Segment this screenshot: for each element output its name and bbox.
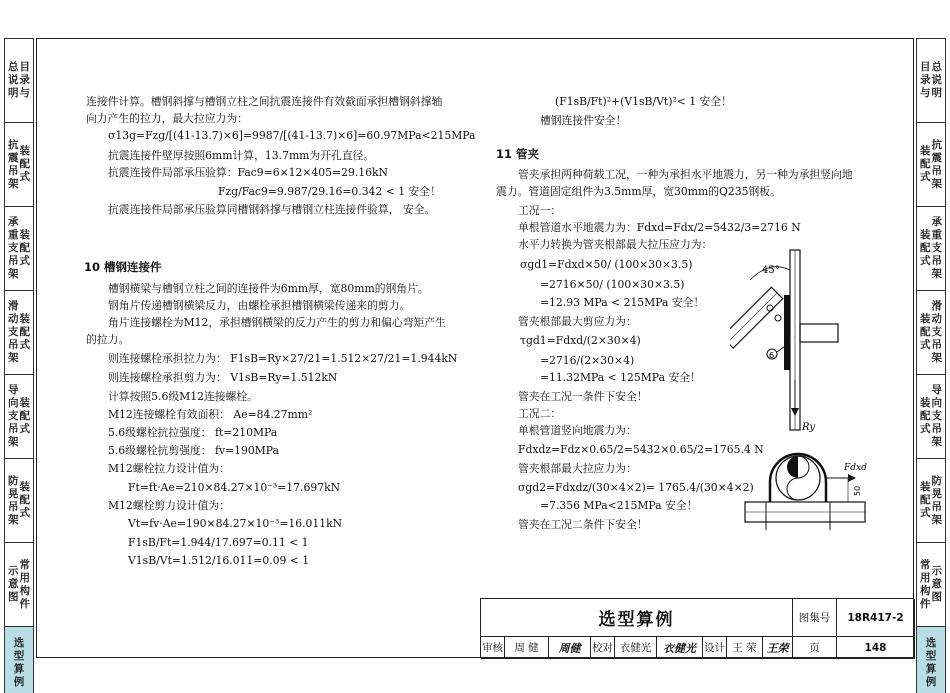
right-column-line: =7.356 MPa<215MPa 安全！ — [540, 499, 698, 512]
clamp-bracket-figure — [730, 240, 840, 440]
left-column-line: M12螺栓拉力设计值为： — [108, 462, 230, 475]
right-category-tabs — [916, 38, 946, 693]
left-tab-label: 总 说 明 — [8, 61, 19, 99]
left-category-tabs — [4, 38, 34, 693]
right-tab-4[interactable] — [917, 375, 945, 459]
checker-name: 衣健光 — [615, 637, 657, 659]
right-tab-label: 装 配 式 — [920, 481, 931, 519]
right-tab-label: 总 说 明 — [931, 61, 942, 99]
designer-name: 王 荣 — [727, 637, 763, 659]
right-tab-label: 承 重 支 吊 架 — [931, 216, 942, 280]
left-column-line: 槽钢横梁与槽钢立柱之间的连接件为6mm厚，宽80mm的钢角片。 — [108, 282, 429, 295]
force-label-ry: Ry — [802, 422, 816, 433]
left-tab-6[interactable] — [5, 543, 33, 627]
right-column-line: =2716/(2×30×4) — [540, 354, 635, 367]
force-label-fdxd: Fdxd — [844, 463, 867, 473]
right-column-line: 管夹在工况二条件下安全！ — [518, 518, 648, 531]
right-tab-label: 选 型 算 例 — [925, 637, 937, 688]
left-tab-label: 选 型 算 例 — [13, 637, 25, 688]
right-column-line: 工况二： — [518, 407, 562, 420]
right-tab-label: 装 配 式 — [920, 145, 931, 183]
left-column-line: 的拉力。 — [86, 333, 130, 346]
left-column-line: Fzg/Fac9=9.987/29.16=0.342 < 1 安全！ — [218, 185, 441, 198]
left-tab-label: 常 用 构 件 — [19, 558, 30, 610]
left-column-line: σ13g=Fzg/[(41-13.7)×6]=9987/[(41-13.7)×6]=60.97MPa<215MPa — [108, 129, 476, 142]
left-column-line: 5.6级螺栓抗剪强度： fv=190MPa — [108, 444, 279, 457]
right-tab-7[interactable] — [917, 627, 945, 693]
left-tab-0[interactable] — [5, 39, 33, 123]
left-column-line: 抗震连接件局部承压验算：Fac9=6×12×405=29.16kN — [108, 166, 388, 179]
left-column-line: 抗震连接件局部承压验算同槽钢斜撑与槽钢立柱连接件验算， 安全。 — [108, 203, 436, 216]
left-tab-label: 导 向 支 吊 架 — [8, 384, 19, 448]
review-label: 审核 — [481, 637, 505, 659]
right-column-line: =2716×50/ (100×30×3.5) — [540, 278, 685, 291]
right-column-line: 工况一： — [518, 204, 562, 217]
right-column-line: σgd2=Fdxdz/(30×4×2)= 1765.4/(30×4×2) — [518, 481, 754, 494]
left-tab-label: 装 配 式 — [19, 397, 30, 435]
section-10-heading: 10 槽钢连接件 — [84, 260, 162, 274]
right-column-line: 管夹承担两种荷载工况，一种为承担水平地震力，另一种为承担竖向地 — [518, 168, 853, 181]
right-column-line: 单根管道竖向地震力为： — [518, 424, 637, 437]
right-tab-1[interactable] — [917, 123, 945, 207]
right-column-line: σgd1=Fdxd×50/ (100×30×3.5) — [520, 258, 693, 271]
right-tab-label: 滑 动 支 吊 架 — [931, 300, 942, 364]
checker-signature: 衣健光 — [657, 637, 703, 659]
right-tab-label: 抗 震 吊 架 — [931, 138, 942, 190]
right-tab-label: 导 向 支 吊 架 — [931, 384, 942, 448]
right-tab-label: 防 晃 吊 架 — [931, 474, 942, 526]
left-tab-label: 承 重 支 吊 架 — [8, 216, 19, 280]
left-column-line: 连接件计算。槽钢斜撑与槽钢立柱之间抗震连接件有效截面承担槽钢斜撑轴 — [86, 95, 443, 108]
left-tab-label: 抗 震 吊 架 — [8, 138, 19, 190]
right-top-line: (F1sB/Ft)²+(V1sB/Vt)²< 1 安全！ — [555, 95, 732, 108]
right-column-line: τgd1=Fdxd/(2×30×4) — [520, 334, 641, 347]
left-column-line: Vt=fv·Ae=190×84.27×10⁻³=16.011kN — [128, 517, 343, 530]
left-column-line: 抗震连接件壁厚按照6mm计算，13.7mm为开孔直径。 — [108, 149, 375, 162]
left-tab-4[interactable] — [5, 375, 33, 459]
left-column-line: V1sB/Vt=1.512/16.011=0.09 < 1 — [128, 554, 310, 567]
right-column-line: 震力。管道固定组件为3.5mm厚，宽30mm的Q235钢板。 — [496, 185, 781, 198]
right-column-line: 水平力转换为管夹根部最大拉压应力为： — [518, 238, 713, 251]
left-column-line: 则连接螺栓承担拉力为： F1sB=Ry×27/21=1.512×27/21=1.944kN — [108, 352, 458, 365]
right-column-line: 单根管道水平地震力为：Fdxd=Fdx/2=5432/3=2716 N — [518, 221, 801, 234]
pipe-clamp-figure — [740, 440, 880, 540]
designer-signature: 王荣 — [763, 637, 793, 659]
page-label: 页 — [793, 637, 837, 659]
left-tab-1[interactable] — [5, 123, 33, 207]
left-column-line: Ft=ft·Ae=210×84.27×10⁻³=17.697kN — [128, 481, 341, 494]
marker-label: 6 — [769, 351, 775, 360]
right-column-line: 管夹在工况一条件下安全！ — [518, 390, 648, 403]
page-number: 148 — [837, 637, 915, 659]
reviewer-name: 周 健 — [505, 637, 549, 659]
design-label: 设计 — [703, 637, 727, 659]
angle-label: 45° — [762, 265, 780, 276]
check-label: 校对 — [591, 637, 615, 659]
right-column-line: Fdxdz=Fdz×0.65/2=5432×0.65/2=1765.4 N — [518, 443, 764, 456]
left-tab-label: 示 意 图 — [8, 565, 19, 603]
right-tab-label: 装 配 式 — [920, 313, 931, 351]
right-tab-label: 装 配 式 — [920, 229, 931, 267]
left-column-line: 5.6级螺栓抗拉强度： ft=210MPa — [108, 426, 278, 439]
right-tab-6[interactable] — [917, 543, 945, 627]
left-column-line: M12连接螺栓有效面积： Ae=84.27mm² — [108, 408, 313, 421]
right-tab-5[interactable] — [917, 459, 945, 543]
right-tab-3[interactable] — [917, 291, 945, 375]
right-column-line: =12.93 MPa < 215MPa 安全！ — [540, 296, 705, 309]
left-column-line: 钢角片传递槽钢横梁反力，由螺栓承担槽钢横梁传递来的剪力。 — [108, 299, 411, 312]
left-tab-label: 装 配 式 — [19, 481, 30, 519]
right-tab-2[interactable] — [917, 207, 945, 291]
drawing-title: 选型算例 — [481, 599, 793, 637]
right-top-line: 槽钢连接件安全！ — [540, 114, 627, 127]
title-block — [480, 598, 914, 658]
atlas-no: 18R417-2 — [837, 599, 915, 637]
left-tab-label: 装 配 式 — [19, 145, 30, 183]
left-column-line: 则连接螺栓承担剪力为： V1sB=Ry=1.512kN — [108, 371, 338, 384]
left-tab-label: 目 录 与 — [19, 61, 30, 99]
left-tab-2[interactable] — [5, 207, 33, 291]
right-column-line: =11.32MPa < 125MPa 安全！ — [540, 371, 701, 384]
left-column-line: F1sB/Ft=1.944/17.697=0.11 < 1 — [128, 536, 309, 549]
left-column-line: 向力产生的拉力，最大拉应力为： — [86, 112, 248, 125]
left-tab-7[interactable] — [5, 627, 33, 693]
right-tab-0[interactable] — [917, 39, 945, 123]
right-tab-label: 示 意 图 — [931, 565, 942, 603]
right-tab-label: 装 配 式 — [920, 397, 931, 435]
left-tab-label: 装 配 式 — [19, 229, 30, 267]
section-11-heading: 11 管夹 — [496, 147, 540, 161]
left-column-line: 计算按照5.6级M12连接螺栓。 — [108, 390, 258, 403]
right-tab-label: 目 录 与 — [920, 61, 931, 99]
right-column-line: 管夹根部最大剪应力为： — [518, 315, 637, 328]
left-tab-5[interactable] — [5, 459, 33, 543]
left-tab-3[interactable] — [5, 291, 33, 375]
reviewer-signature: 周健 — [549, 637, 591, 659]
atlas-no-label: 图集号 — [793, 599, 837, 637]
dimension-label: 50 — [853, 485, 862, 496]
left-tab-label: 滑 动 支 吊 架 — [8, 300, 19, 364]
left-tab-label: 防 晃 吊 架 — [8, 474, 19, 526]
left-tab-label: 装 配 式 — [19, 313, 30, 351]
left-column-line: M12螺栓剪力设计值为： — [108, 499, 230, 512]
right-column-line: 管夹根部最大拉应力为： — [518, 462, 637, 475]
right-tab-label: 常 用 构 件 — [920, 558, 931, 610]
left-column-line: 角片连接螺栓为M12，承担槽钢横梁的反力产生的剪力和偏心弯矩产生 — [108, 316, 446, 329]
